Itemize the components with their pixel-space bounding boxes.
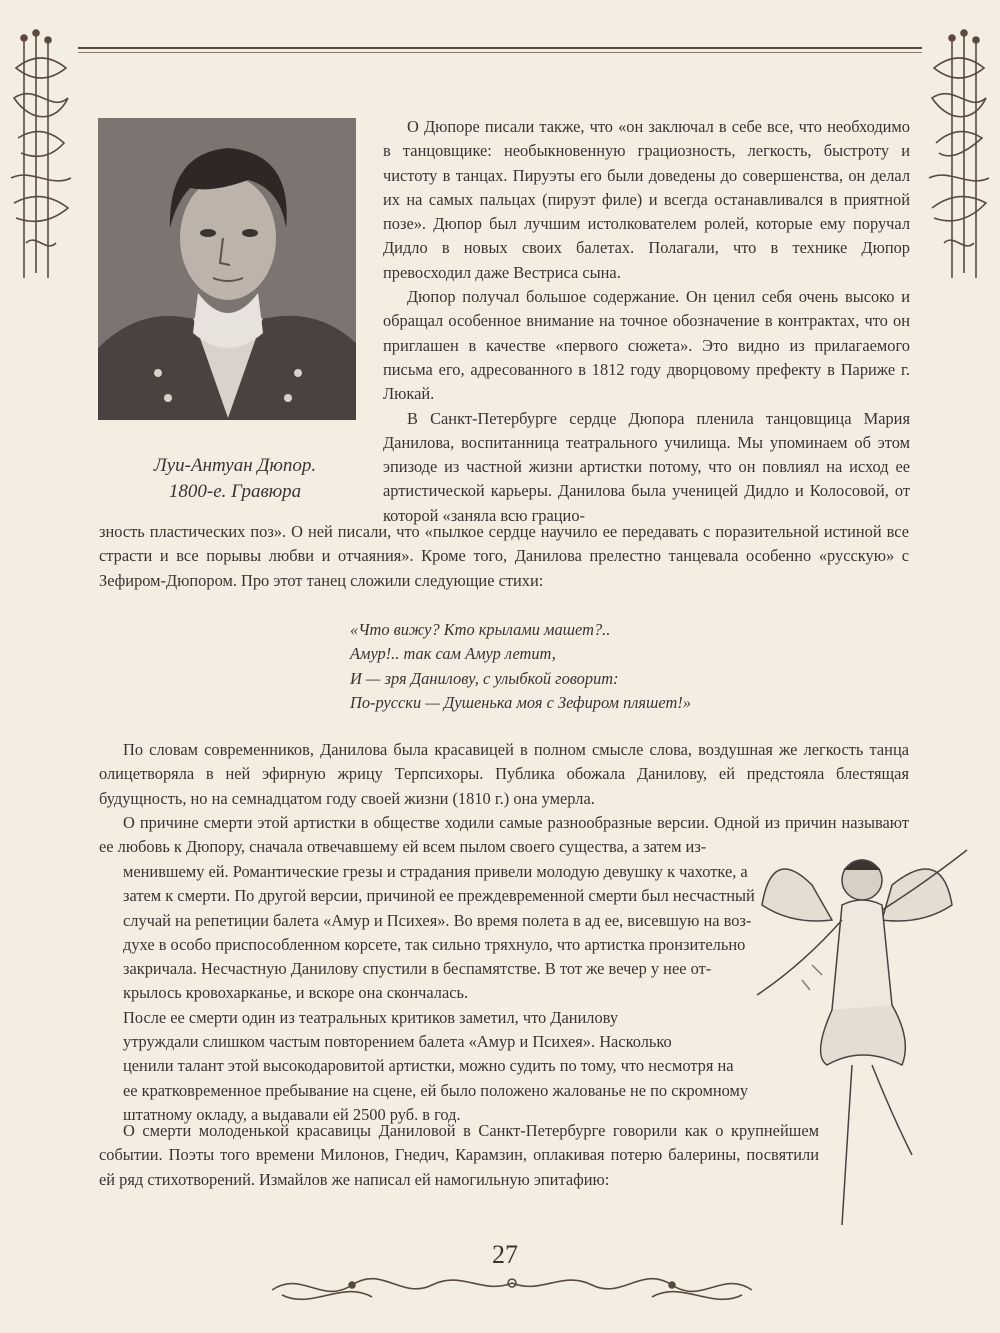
text-line: утруждали слишком частым повторением балета «Амур и Психея». Насколько: [123, 1032, 672, 1052]
text-line: духе в особо приспособленном корсете, так сильно тряхнуло, что артистка пронзительно: [123, 934, 746, 954]
text-line: штатному окладу, а выдавали ей 2500 руб. в год.: [123, 1104, 461, 1124]
paragraph: О причине смерти этой артистки в обществе ходили самые разнообразные версии. Одной из причин называют ее любовь к Дюпору, сначала отвечавшему ей всем пылом своего существа, а затем из-: [99, 812, 909, 857]
text-line: менившему ей. Романтические грезы и страдания привели молодую девушку к чахотке, а: [123, 862, 748, 881]
text-line: крылось кровохарканье, и вскоре она скончалась.: [123, 983, 469, 1003]
bottom-ornament: [262, 1255, 762, 1315]
dancer-engraving: [752, 825, 992, 1245]
poem-line: И — зря Данилову, с улыбкой говорит:: [350, 668, 619, 688]
paragraph: Дюпор получал большое содержание. Он ценил себя очень высоко и обращал особенное внимание на точное обозначение в контрактах, что он приглашен в качестве «первого сюжета». Это видно из прилагаемого письма его, адресованного в 1812 году дворцовому префекту в Париже г. Люкай.: [383, 287, 910, 404]
paragraph: По словам современников, Данилова была красавицей в полном смысле слова, воздушная же легкость танца олицетворяла в ней эфирную жрицу Терпсихоры. Публика обожала Данилову, ей предстояла блестящая будущность, но на семнадцатом году своей жизни (1810 г.) она умерла.: [99, 740, 909, 808]
paragraph: зность пластических поз». О ней писали, что «пылкое сердце научило ее передавать с поразительной истиной все страсти и все порывы любви и отчаяния». Кроме того, Данилова прелестно танцевала особенно «русскую» с Зефиром-Дюпором. Про этот танец сложили следующие стихи:: [99, 522, 909, 590]
portrait-caption: [100, 453, 370, 505]
caption-line-1: Луи-Антуан Дюпор.: [153, 455, 317, 476]
top-border-line: [78, 47, 922, 49]
last-paragraph-text: [99, 1119, 819, 1192]
poem-line: Амур!.. так сам Амур летит,: [350, 644, 556, 664]
text-line: закричала. Несчастную Данилову спустили в беспамятстве. В тот же вечер у нее от-: [123, 959, 712, 979]
continued-text: [99, 520, 909, 593]
poem: [350, 618, 850, 715]
page-number: 27: [492, 1240, 518, 1269]
paragraph: В Санкт-Петербурге сердце Дюпора пленила танцовщица Мария Данилова, воспитанница театрального училища. Мы упоминаем об этом эпизоде из частной жизни артистки потому, что он повлиял на исход ее артистической карьеры. Данилова была ученицей Дидло и Колосовой, от которой «заняла всю грацио-: [383, 408, 910, 525]
left-corner-ornament: [6, 28, 76, 288]
right-column-text: [383, 115, 910, 528]
text-line: ценили талант этой высокодаровитой артистки, можно судить по тому, что несмотря на: [123, 1056, 734, 1076]
portrait-engraving: [98, 118, 356, 420]
right-corner-ornament: [924, 28, 994, 288]
narrow-text: [99, 860, 819, 1127]
poem-line: «Что вижу? Кто крылами машет?..: [350, 620, 611, 639]
text-line: случай на репетиции балета «Амур и Психея». Во время полета в ад ее, висевшую на воз-: [123, 910, 752, 930]
paragraph: О Дюпоре писали также, что «он заключал в себе все, что необходимо в танцовщике: необыкновенную грациозность, легкость, быстроту и чистоту в танцах. Пируэты его были доведены до совершенства, он делал их на самых пальцах (пируэт филе) и всегда останавливался в приятной позе». Дюпор был лучшим истолкователем ролей, которые ему поручал Дидло в новых своих балетах. Полагали, что в технике Дюпор превосходил даже Вестриса сына.: [383, 117, 910, 282]
text-line: затем к смерти. По другой версии, причиной ее преждевременной смерти был несчастный: [123, 886, 755, 906]
caption-line-2: 1800-е. Гравюра: [168, 481, 302, 502]
poem-line: По-русски — Душенька моя с Зефиром пляшет!»: [350, 692, 691, 712]
paragraph: О смерти молоденькой красавицы Даниловой в Санкт-Петербурге говорили как о крупнейшем событии. Поэты того времени Милонов, Гнедич, Карамзин, оплакивая потерю балерины, посвятили ей ряд стихотворений. Измайлов же написал ей намогильную эпитафию:: [99, 1121, 819, 1189]
text-line: После ее смерти один из театральных критиков заметил, что Данилову: [123, 1007, 619, 1027]
text-line: ее кратковременное пребывание на сцене, ей было положено жалованье не по скромному: [123, 1080, 749, 1100]
